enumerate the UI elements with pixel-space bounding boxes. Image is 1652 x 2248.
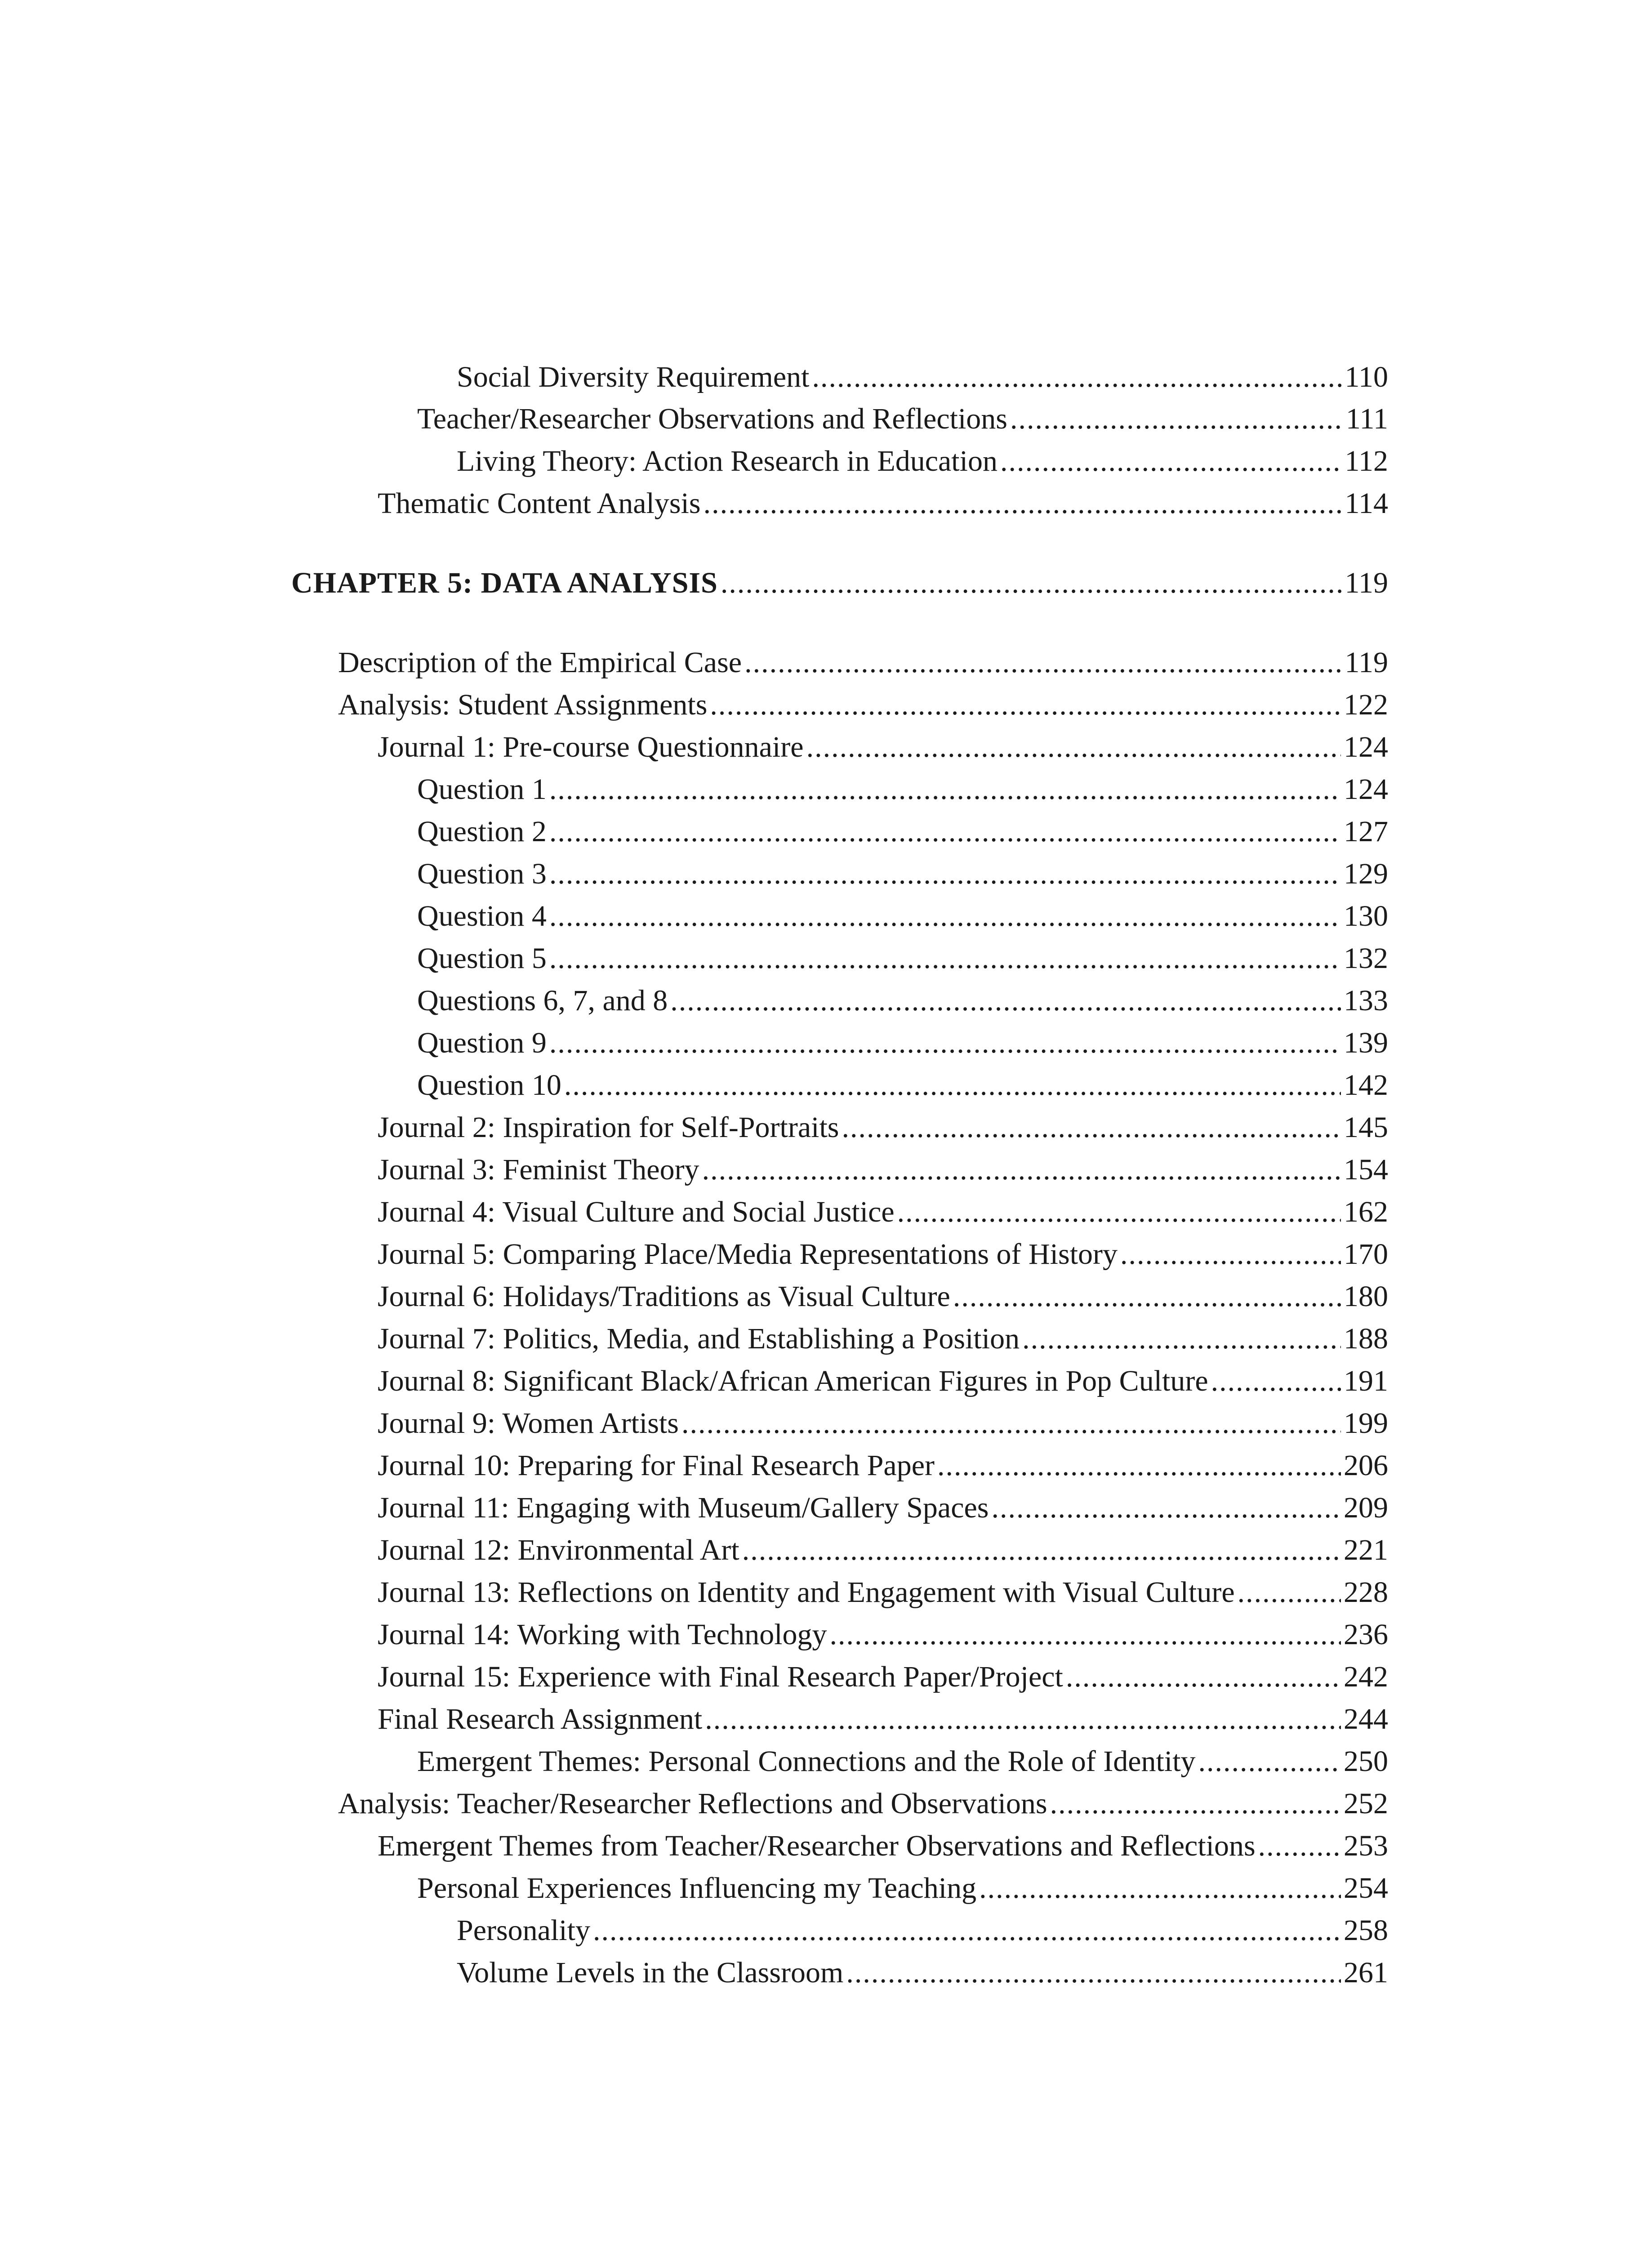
toc-entry-page-number: 261 (1344, 1956, 1388, 1989)
toc-entry-page-number: 258 (1344, 1914, 1388, 1947)
dot-leader (564, 1064, 1341, 1106)
dot-leader (1022, 1318, 1341, 1360)
toc-entry-title: Social Diversity Requirement (457, 361, 810, 393)
toc-entry (338, 1783, 1388, 1825)
dot-leader (806, 726, 1341, 768)
toc-entry-title: Journal 15: Experience with Final Research Paper/Project (378, 1660, 1063, 1693)
toc-entry (417, 398, 1388, 440)
toc-entry (417, 1064, 1388, 1106)
toc-entry-title: Journal 13: Reflections on Identity and Engagement with Visual Culture (378, 1576, 1235, 1609)
toc-entry-page-number: 112 (1345, 445, 1388, 477)
toc-entry-page-number: 114 (1345, 487, 1388, 520)
toc-entry-title: Emergent Themes: Personal Connections and the Role of Identity (417, 1745, 1196, 1778)
toc-entry-page-number: 127 (1344, 815, 1388, 848)
dot-leader (1211, 1360, 1341, 1402)
toc-entry-title: Question 2 (417, 815, 547, 848)
dot-leader (897, 1191, 1341, 1233)
toc-entry-title: Thematic Content Analysis (378, 487, 701, 520)
dot-leader (704, 482, 1342, 525)
toc-entry-title: Journal 4: Visual Culture and Social Justice (378, 1195, 895, 1228)
dot-leader (721, 562, 1342, 604)
dot-leader (979, 1867, 1341, 1909)
toc-entry-title: Question 4 (417, 900, 547, 932)
toc-entry-page-number: 242 (1344, 1660, 1388, 1693)
toc-entry-page-number: 188 (1344, 1322, 1388, 1355)
toc-entry-title: Question 5 (417, 942, 547, 975)
dot-leader (670, 980, 1341, 1022)
toc-entry (378, 1571, 1388, 1614)
toc-entry (338, 642, 1388, 684)
toc-entry-page-number: 124 (1344, 731, 1388, 763)
toc-entry (457, 440, 1388, 482)
toc-entry-title: Teacher/Researcher Observations and Reflections (417, 402, 1007, 435)
toc-entry-title: Journal 1: Pre-course Questionnaire (378, 731, 804, 763)
toc-entry (417, 1740, 1388, 1783)
toc-entry (378, 1360, 1388, 1402)
toc-entry (417, 980, 1388, 1022)
dot-leader (549, 853, 1341, 895)
dot-leader (991, 1487, 1341, 1529)
toc-entry (378, 1656, 1388, 1698)
toc-entry-title: Journal 8: Significant Black/African American Figures in Pop Culture (378, 1365, 1208, 1397)
toc-entry (378, 1149, 1388, 1191)
toc-entry (417, 1022, 1388, 1064)
toc-entry-page-number: 252 (1344, 1787, 1388, 1820)
toc-entry-title: Volume Levels in the Classroom (457, 1956, 844, 1989)
toc-entry-title: Journal 11: Engaging with Museum/Gallery Spaces (378, 1491, 989, 1524)
toc-entry (417, 1867, 1388, 1909)
toc-entry (417, 811, 1388, 853)
toc-entry-page-number: 162 (1344, 1195, 1388, 1228)
toc-entry-page-number: 142 (1344, 1069, 1388, 1102)
toc-entry (338, 684, 1388, 726)
dot-leader (1120, 1233, 1341, 1276)
toc-entry (378, 1276, 1388, 1318)
toc-entry-page-number: 119 (1345, 646, 1388, 679)
toc-entry-title: Journal 3: Feminist Theory (378, 1153, 699, 1186)
toc-entry-page-number: 133 (1344, 984, 1388, 1017)
toc-entry-title: Journal 10: Preparing for Final Research Paper (378, 1449, 935, 1482)
dot-leader (1000, 440, 1342, 482)
toc-entry-page-number: 244 (1344, 1703, 1388, 1735)
toc-entry-page-number: 228 (1344, 1576, 1388, 1609)
toc-entry-page-number: 139 (1344, 1026, 1388, 1059)
dot-leader (549, 895, 1341, 937)
toc-chapter-heading (291, 562, 1388, 604)
toc-entry (378, 1445, 1388, 1487)
toc-entry-title: Question 1 (417, 773, 547, 806)
toc-entry (378, 1402, 1388, 1445)
toc-entry-title: Analysis: Student Assignments (338, 688, 708, 721)
dot-leader (1258, 1825, 1341, 1867)
toc-entry-page-number: 154 (1344, 1153, 1388, 1186)
dot-leader (549, 1022, 1341, 1064)
toc-entry (417, 768, 1388, 811)
toc-entry-title: Journal 7: Politics, Media, and Establishing a Position (378, 1322, 1020, 1355)
toc-entry-title: Emergent Themes from Teacher/Researcher Observations and Reflections (378, 1829, 1256, 1862)
dot-leader (710, 684, 1341, 726)
toc-entry-page-number: 129 (1344, 857, 1388, 890)
toc-entry-title: CHAPTER 5: DATA ANALYSIS (291, 566, 718, 599)
toc-entry-page-number: 119 (1345, 566, 1388, 599)
toc-entry (457, 1952, 1388, 1994)
toc-entry-page-number: 124 (1344, 773, 1388, 806)
toc-entry (378, 1318, 1388, 1360)
toc-entry-title: Journal 12: Environmental Art (378, 1534, 739, 1566)
dot-leader (846, 1952, 1341, 1994)
toc-entry-title: Personality (457, 1914, 590, 1947)
toc-entry-title: Journal 2: Inspiration for Self-Portraits (378, 1111, 839, 1144)
toc-entry-page-number: 170 (1344, 1238, 1388, 1271)
toc-entry (417, 895, 1388, 937)
dot-leader (830, 1614, 1341, 1656)
toc-entry-title: Question 3 (417, 857, 547, 890)
toc-entry-title: Question 9 (417, 1026, 547, 1059)
dot-leader (549, 937, 1341, 980)
toc-entry-page-number: 122 (1344, 688, 1388, 721)
toc-entry-page-number: 110 (1345, 361, 1388, 393)
dot-leader (1238, 1571, 1341, 1614)
toc-entry-page-number: 206 (1344, 1449, 1388, 1482)
dot-leader (1066, 1656, 1341, 1698)
dot-leader (1050, 1783, 1341, 1825)
dot-leader (549, 811, 1341, 853)
toc-entry (378, 1698, 1388, 1740)
toc-entry (378, 1825, 1388, 1867)
toc-entry-page-number: 209 (1344, 1491, 1388, 1524)
toc-entry (417, 937, 1388, 980)
toc-entry-title: Journal 14: Working with Technology (378, 1618, 827, 1651)
dot-leader (702, 1149, 1341, 1191)
toc-entry (378, 1191, 1388, 1233)
dot-leader (705, 1698, 1341, 1740)
toc-entry (378, 1233, 1388, 1276)
toc-entry (378, 482, 1388, 525)
toc-entry-page-number: 130 (1344, 900, 1388, 932)
toc-entry-title: Personal Experiences Influencing my Teaching (417, 1872, 977, 1905)
dot-leader (742, 1529, 1341, 1571)
toc-entry-title: Question 10 (417, 1069, 561, 1102)
toc-entry-title: Journal 6: Holidays/Traditions as Visual Culture (378, 1280, 950, 1313)
toc-entry-page-number: 221 (1344, 1534, 1388, 1566)
toc-entry-page-number: 145 (1344, 1111, 1388, 1144)
toc-entry-page-number: 254 (1344, 1872, 1388, 1905)
toc-entry-page-number: 250 (1344, 1745, 1388, 1778)
toc-entry-title: Analysis: Teacher/Researcher Reflections and Observations (338, 1787, 1047, 1820)
toc-entry-page-number: 180 (1344, 1280, 1388, 1313)
toc-entry-page-number: 236 (1344, 1618, 1388, 1651)
toc-entry (378, 1487, 1388, 1529)
toc-entry-title: Journal 5: Comparing Place/Media Representations of History (378, 1238, 1118, 1271)
toc-entry-page-number: 191 (1344, 1365, 1388, 1397)
toc-entry-title: Journal 9: Women Artists (378, 1407, 679, 1440)
toc-entry (417, 853, 1388, 895)
dot-leader (744, 642, 1342, 684)
toc-entry-page-number: 199 (1344, 1407, 1388, 1440)
toc-entry-title: Living Theory: Action Research in Education (457, 445, 997, 477)
dot-leader (1198, 1740, 1341, 1783)
toc-entry (378, 1529, 1388, 1571)
toc-entry (378, 1106, 1388, 1149)
toc-entry (457, 356, 1388, 398)
toc-entry-page-number: 111 (1345, 402, 1388, 435)
toc-entry-title: Description of the Empirical Case (338, 646, 742, 679)
toc-entry-title: Questions 6, 7, and 8 (417, 984, 668, 1017)
dot-leader (681, 1402, 1341, 1445)
toc-entry-title: Final Research Assignment (378, 1703, 703, 1735)
dot-leader (842, 1106, 1341, 1149)
dot-leader (1010, 398, 1343, 440)
toc-entry (378, 726, 1388, 768)
dot-leader (953, 1276, 1341, 1318)
dot-leader (593, 1909, 1341, 1952)
toc-entry-page-number: 253 (1344, 1829, 1388, 1862)
dot-leader (937, 1445, 1341, 1487)
toc-entry (378, 1614, 1388, 1656)
toc-entry (457, 1909, 1388, 1952)
dot-leader (812, 356, 1342, 398)
dot-leader (549, 768, 1341, 811)
toc-entry-page-number: 132 (1344, 942, 1388, 975)
